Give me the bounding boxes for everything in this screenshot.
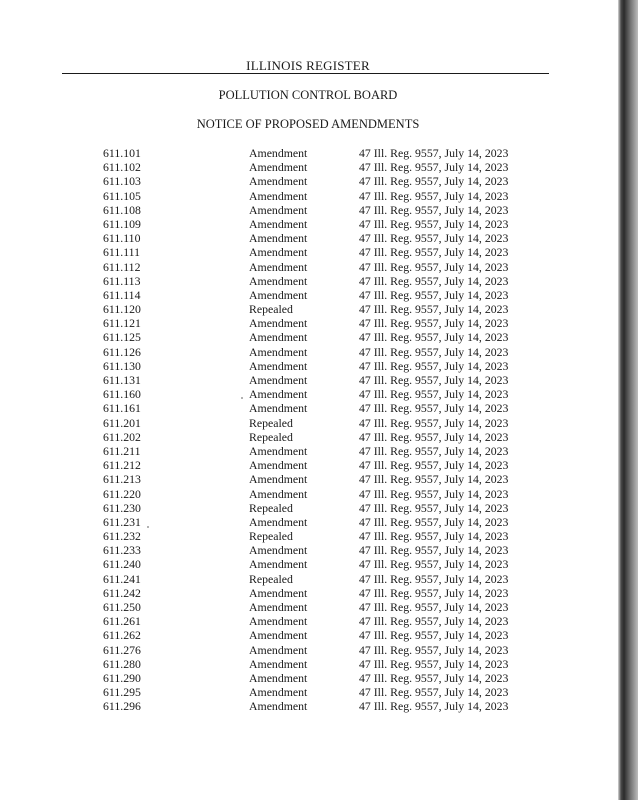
proposed-action: Amendment — [249, 358, 308, 373]
proposed-action: Amendment — [249, 585, 308, 600]
proposed-action: Amendment — [249, 202, 308, 217]
proposed-action: Amendment — [249, 245, 308, 260]
register-citation: 47 Ill. Reg. 9557, July 14, 2023 — [359, 287, 509, 302]
table-row — [0, 472, 616, 486]
proposed-action: Repealed — [249, 302, 293, 317]
section-number: 611.296 — [103, 699, 141, 714]
table-row — [0, 160, 616, 174]
table-row — [0, 600, 616, 614]
section-number: 611.295 — [103, 685, 141, 700]
section-number: 611.290 — [103, 670, 141, 685]
table-row — [0, 515, 616, 529]
table-row — [0, 458, 616, 472]
table-row — [0, 245, 616, 259]
section-number: 611.213 — [103, 472, 141, 487]
proposed-action: Amendment — [249, 628, 308, 643]
section-number: 611.261 — [103, 614, 141, 629]
register-citation: 47 Ill. Reg. 9557, July 14, 2023 — [359, 245, 509, 260]
proposed-action: Amendment — [249, 387, 308, 402]
register-title: ILLINOIS REGISTER — [246, 58, 370, 73]
register-citation: 47 Ill. Reg. 9557, July 14, 2023 — [359, 500, 509, 515]
section-number: 611.131 — [103, 373, 141, 387]
section-number: 611.101 — [103, 146, 141, 160]
register-citation: 47 Ill. Reg. 9557, July 14, 2023 — [359, 273, 509, 288]
proposed-action: Amendment — [249, 486, 308, 501]
register-citation: 47 Ill. Reg. 9557, July 14, 2023 — [359, 174, 509, 189]
register-citation: 47 Ill. Reg. 9557, July 14, 2023 — [359, 656, 509, 671]
register-citation: 47 Ill. Reg. 9557, July 14, 2023 — [359, 401, 509, 416]
proposed-action: Amendment — [249, 600, 308, 614]
proposed-action: Amendment — [249, 543, 308, 558]
proposed-action: Amendment — [249, 699, 308, 714]
register-citation: 47 Ill. Reg. 9557, July 14, 2023 — [359, 146, 509, 160]
register-citation: 47 Ill. Reg. 9557, July 14, 2023 — [359, 302, 509, 317]
table-row — [0, 657, 616, 671]
table-row — [0, 345, 616, 359]
register-citation: 47 Ill. Reg. 9557, July 14, 2023 — [359, 160, 509, 175]
section-number: 611.211 — [103, 443, 141, 458]
table-row — [0, 373, 616, 387]
section-number: 611.242 — [103, 585, 141, 600]
proposed-action: Repealed — [249, 415, 293, 430]
table-row — [0, 146, 616, 160]
proposed-action: Amendment — [249, 316, 308, 331]
register-citation: 47 Ill. Reg. 9557, July 14, 2023 — [359, 557, 509, 572]
table-row — [0, 231, 616, 245]
register-citation: 47 Ill. Reg. 9557, July 14, 2023 — [359, 202, 509, 217]
section-number: 611.120 — [103, 302, 141, 317]
proposed-action: Amendment — [249, 287, 308, 302]
table-row — [0, 430, 616, 444]
table-row — [0, 614, 616, 628]
section-number: 611.276 — [103, 642, 141, 657]
agency-name: POLLUTION CONTROL BOARD — [218, 88, 398, 102]
table-row — [0, 543, 616, 557]
section-number: 611.103 — [103, 174, 141, 189]
scan-speck — [147, 526, 149, 528]
section-number: 611.202 — [103, 429, 141, 444]
section-number: 611.280 — [103, 656, 141, 671]
section-number: 611.112 — [103, 259, 141, 274]
register-citation: 47 Ill. Reg. 9557, July 14, 2023 — [359, 216, 509, 231]
register-citation: 47 Ill. Reg. 9557, July 14, 2023 — [359, 443, 509, 458]
table-row — [0, 217, 616, 231]
register-citation: 47 Ill. Reg. 9557, July 14, 2023 — [359, 670, 509, 685]
proposed-action: Amendment — [249, 273, 308, 288]
table-row — [0, 174, 616, 188]
table-row — [0, 189, 616, 203]
section-number: 611.114 — [103, 287, 141, 302]
section-number: 611.230 — [103, 500, 141, 515]
table-row — [0, 557, 616, 571]
proposed-action: Repealed — [249, 571, 293, 586]
proposed-action: Amendment — [249, 174, 308, 189]
table-row — [0, 288, 616, 302]
register-citation: 47 Ill. Reg. 9557, July 14, 2023 — [359, 387, 509, 402]
proposed-action: Amendment — [249, 685, 308, 700]
register-citation: 47 Ill. Reg. 9557, July 14, 2023 — [359, 699, 509, 714]
table-row — [0, 628, 616, 642]
table-row — [0, 487, 616, 501]
section-number: 611.126 — [103, 344, 141, 359]
proposed-action: Amendment — [249, 344, 308, 359]
section-number: 611.121 — [103, 316, 141, 331]
proposed-action: Amendment — [249, 458, 308, 473]
section-number: 611.201 — [103, 415, 141, 430]
register-citation: 47 Ill. Reg. 9557, July 14, 2023 — [359, 571, 509, 586]
proposed-action: Amendment — [249, 373, 308, 387]
table-row — [0, 316, 616, 330]
register-citation: 47 Ill. Reg. 9557, July 14, 2023 — [359, 585, 509, 600]
register-citation: 47 Ill. Reg. 9557, July 14, 2023 — [359, 529, 509, 544]
section-number: 611.160 — [103, 387, 141, 402]
register-citation: 47 Ill. Reg. 9557, July 14, 2023 — [359, 514, 509, 529]
table-row — [0, 501, 616, 515]
proposed-action: Amendment — [249, 146, 308, 160]
table-row — [0, 444, 616, 458]
header-divider — [62, 73, 549, 74]
section-number: 611.241 — [103, 571, 141, 586]
table-row — [0, 529, 616, 543]
register-citation: 47 Ill. Reg. 9557, July 14, 2023 — [359, 472, 509, 487]
table-row — [0, 699, 616, 713]
section-number: 611.262 — [103, 628, 141, 643]
table-row — [0, 359, 616, 373]
table-row — [0, 685, 616, 699]
proposed-action: Amendment — [249, 231, 308, 246]
proposed-action: Amendment — [249, 259, 308, 274]
proposed-action: Amendment — [249, 656, 308, 671]
proposed-action: Amendment — [249, 188, 308, 203]
section-number: 611.125 — [103, 330, 141, 345]
table-row — [0, 572, 616, 586]
table-row — [0, 586, 616, 600]
table-row — [0, 401, 616, 415]
section-number: 611.130 — [103, 358, 141, 373]
proposed-action: Amendment — [249, 472, 308, 487]
notice-title: NOTICE OF PROPOSED AMENDMENTS — [196, 117, 420, 131]
scan-speck — [241, 397, 243, 399]
section-number: 611.231 — [103, 514, 141, 529]
section-number: 611.212 — [103, 458, 141, 473]
section-number: 611.113 — [103, 273, 141, 288]
proposed-action: Amendment — [249, 401, 308, 416]
register-citation: 47 Ill. Reg. 9557, July 14, 2023 — [359, 685, 509, 700]
section-number: 611.233 — [103, 543, 141, 558]
proposed-action: Amendment — [249, 670, 308, 685]
section-number: 611.111 — [103, 245, 141, 260]
register-citation: 47 Ill. Reg. 9557, July 14, 2023 — [359, 415, 509, 430]
proposed-action: Repealed — [249, 500, 293, 515]
table-row — [0, 387, 616, 401]
section-number: 611.220 — [103, 486, 141, 501]
register-citation: 47 Ill. Reg. 9557, July 14, 2023 — [359, 543, 509, 558]
table-row — [0, 274, 616, 288]
section-number: 611.109 — [103, 216, 141, 231]
proposed-action: Amendment — [249, 160, 308, 175]
register-citation: 47 Ill. Reg. 9557, July 14, 2023 — [359, 188, 509, 203]
register-citation: 47 Ill. Reg. 9557, July 14, 2023 — [359, 344, 509, 359]
proposed-action: Amendment — [249, 216, 308, 231]
register-citation: 47 Ill. Reg. 9557, July 14, 2023 — [359, 316, 509, 331]
proposed-action: Amendment — [249, 443, 308, 458]
table-row — [0, 671, 616, 685]
register-citation: 47 Ill. Reg. 9557, July 14, 2023 — [359, 614, 509, 629]
register-citation: 47 Ill. Reg. 9557, July 14, 2023 — [359, 429, 509, 444]
register-citation: 47 Ill. Reg. 9557, July 14, 2023 — [359, 373, 509, 387]
section-number: 611.102 — [103, 160, 141, 175]
register-citation: 47 Ill. Reg. 9557, July 14, 2023 — [359, 330, 509, 345]
proposed-action: Amendment — [249, 614, 308, 629]
table-row — [0, 416, 616, 430]
table-row — [0, 203, 616, 217]
sections-table — [0, 146, 616, 714]
proposed-action: Amendment — [249, 330, 308, 345]
table-row — [0, 302, 616, 316]
proposed-action: Amendment — [249, 642, 308, 657]
section-number: 611.240 — [103, 557, 141, 572]
table-row — [0, 260, 616, 274]
register-citation: 47 Ill. Reg. 9557, July 14, 2023 — [359, 259, 509, 274]
section-number: 611.108 — [103, 202, 141, 217]
section-number: 611.110 — [103, 231, 141, 246]
register-citation: 47 Ill. Reg. 9557, July 14, 2023 — [359, 231, 509, 246]
table-row — [0, 643, 616, 657]
section-number: 611.232 — [103, 529, 141, 544]
proposed-action: Repealed — [249, 529, 293, 544]
section-number: 611.161 — [103, 401, 141, 416]
proposed-action: Repealed — [249, 429, 293, 444]
section-number: 611.250 — [103, 600, 141, 614]
proposed-action: Amendment — [249, 557, 308, 572]
register-citation: 47 Ill. Reg. 9557, July 14, 2023 — [359, 642, 509, 657]
register-citation: 47 Ill. Reg. 9557, July 14, 2023 — [359, 628, 509, 643]
scan-edge-shadow — [618, 0, 638, 800]
register-citation: 47 Ill. Reg. 9557, July 14, 2023 — [359, 600, 509, 614]
table-row — [0, 330, 616, 344]
register-citation: 47 Ill. Reg. 9557, July 14, 2023 — [359, 358, 509, 373]
section-number: 611.105 — [103, 188, 141, 203]
register-citation: 47 Ill. Reg. 9557, July 14, 2023 — [359, 458, 509, 473]
proposed-action: Amendment — [249, 514, 308, 529]
register-citation: 47 Ill. Reg. 9557, July 14, 2023 — [359, 486, 509, 501]
